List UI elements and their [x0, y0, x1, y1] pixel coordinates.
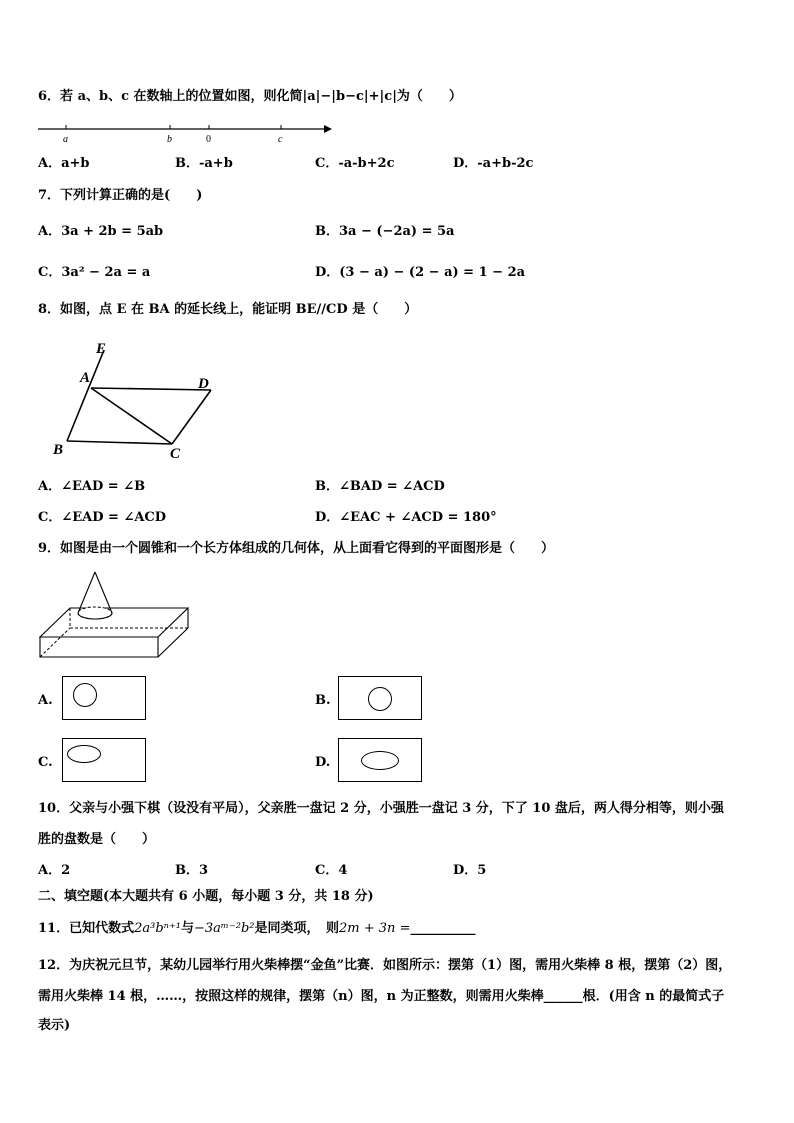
q9-option-a-figure[interactable] — [62, 676, 146, 720]
q7-option-b[interactable]: B．3a − (−2a) = 5a — [315, 224, 455, 239]
section-heading-fill-in: 二、填空题(本大题共有 6 小题，每小题 3 分，共 18 分) — [38, 889, 374, 904]
q8-option-a[interactable]: A．∠EAD = ∠B — [38, 479, 146, 494]
point-d-label: D — [198, 376, 209, 392]
q7-option-d[interactable]: D．(3 − a) − (2 − a) = 1 − 2a — [315, 265, 526, 280]
q11-prefix: 11．已知代数式 — [38, 921, 135, 936]
q11-answer-blank[interactable]: __________ — [410, 921, 476, 936]
q10-option-a[interactable]: A．2 — [38, 863, 71, 878]
q11-stem — [38, 920, 475, 938]
q9-option-a-label[interactable]: A. — [38, 693, 53, 708]
point-e-label: E — [96, 341, 107, 357]
q9-option-b-figure[interactable] — [338, 676, 422, 720]
axis-label-a: a — [63, 134, 68, 145]
q7-stem: 7．下列计算正确的是( ) — [38, 188, 203, 203]
point-a-label: A — [80, 370, 91, 386]
q12-line3: 表示) — [38, 1018, 71, 1033]
q9-option-c-label[interactable]: C. — [38, 755, 53, 770]
axis-label-b: b — [167, 134, 172, 145]
q9-stem: 9．如图是由一个圆锥和一个长方体组成的几何体，从上面看它得到的平面图形是（ ） — [38, 541, 555, 556]
q8-option-c[interactable]: C．∠EAD = ∠ACD — [38, 510, 167, 525]
q10-stem-line2: 胜的盘数是（ ） — [38, 832, 156, 847]
q6-option-b[interactable]: B．-a+b — [175, 156, 233, 171]
q8-option-b[interactable]: B．∠BAD = ∠ACD — [315, 479, 445, 494]
q6-option-a[interactable]: A．a+b — [38, 156, 90, 171]
q6-stem: 6．若 a、b、c 在数轴上的位置如图，则化简|a|−|b−c|+|c|为（ ） — [38, 89, 462, 104]
cone-on-cuboid-figure — [36, 568, 196, 662]
q10-stem-line1: 10．父亲与小强下棋（设没有平局），父亲胜一盘记 2 分，小强胜一盘记 3 分，下了 10 盘后，两人得分相等，则小强 — [38, 801, 724, 816]
q11-term1: 2a³bⁿ⁺¹ — [134, 921, 181, 936]
q9-option-d-label[interactable]: D. — [315, 755, 331, 770]
axis-label-0: 0 — [206, 134, 211, 145]
q8-stem: 8．如图，点 E 在 BA 的延长线上，能证明 BE//CD 是（ ） — [38, 302, 418, 317]
small-circle-center-icon — [368, 687, 392, 711]
q9-option-c-figure[interactable] — [62, 738, 146, 782]
q6-option-c[interactable]: C．-a-b+2c — [315, 156, 395, 171]
q11-mid: 与 — [181, 921, 195, 936]
q8-option-d[interactable]: D．∠EAC + ∠ACD = 180° — [315, 510, 497, 525]
q8-parallelogram-figure — [50, 336, 225, 466]
q12-line1: 12．为庆祝元旦节，某幼儿园举行用火柴棒摆“金鱼”比赛．如图所示：摆第（1）图，需用火柴棒 8 根，摆第（2）图， — [38, 958, 732, 973]
q10-option-c[interactable]: C．4 — [315, 863, 348, 878]
q6-option-d[interactable]: D．-a+b-2c — [453, 156, 534, 171]
ellipse-top-left-icon — [67, 745, 101, 763]
q7-option-c[interactable]: C．3a² − 2a = a — [38, 265, 151, 280]
q9-option-b-label[interactable]: B. — [315, 693, 331, 708]
point-c-label: C — [170, 446, 181, 462]
q10-option-b[interactable]: B．3 — [175, 863, 209, 878]
ellipse-center-icon — [361, 751, 399, 770]
q11-expr: 2m + 3n = — [339, 921, 411, 936]
small-circle-top-left-icon — [73, 683, 97, 707]
q11-suffix: 是同类项， 则 — [254, 921, 340, 936]
q7-option-a[interactable]: A．3a + 2b = 5ab — [38, 224, 164, 239]
axis-label-c: c — [278, 134, 283, 145]
q10-option-d[interactable]: D．5 — [453, 863, 487, 878]
number-line — [36, 120, 336, 146]
q12-line2: 需用火柴棒 14 根，……，按照这样的规律，摆第（n）图，n 为正整数，则需用火柴棒______根．(用含 n 的最简式子 — [38, 989, 725, 1004]
point-b-label: B — [53, 442, 64, 458]
q11-term2: −3aᵐ⁻²b² — [194, 921, 255, 936]
q9-option-d-figure[interactable] — [338, 738, 422, 782]
